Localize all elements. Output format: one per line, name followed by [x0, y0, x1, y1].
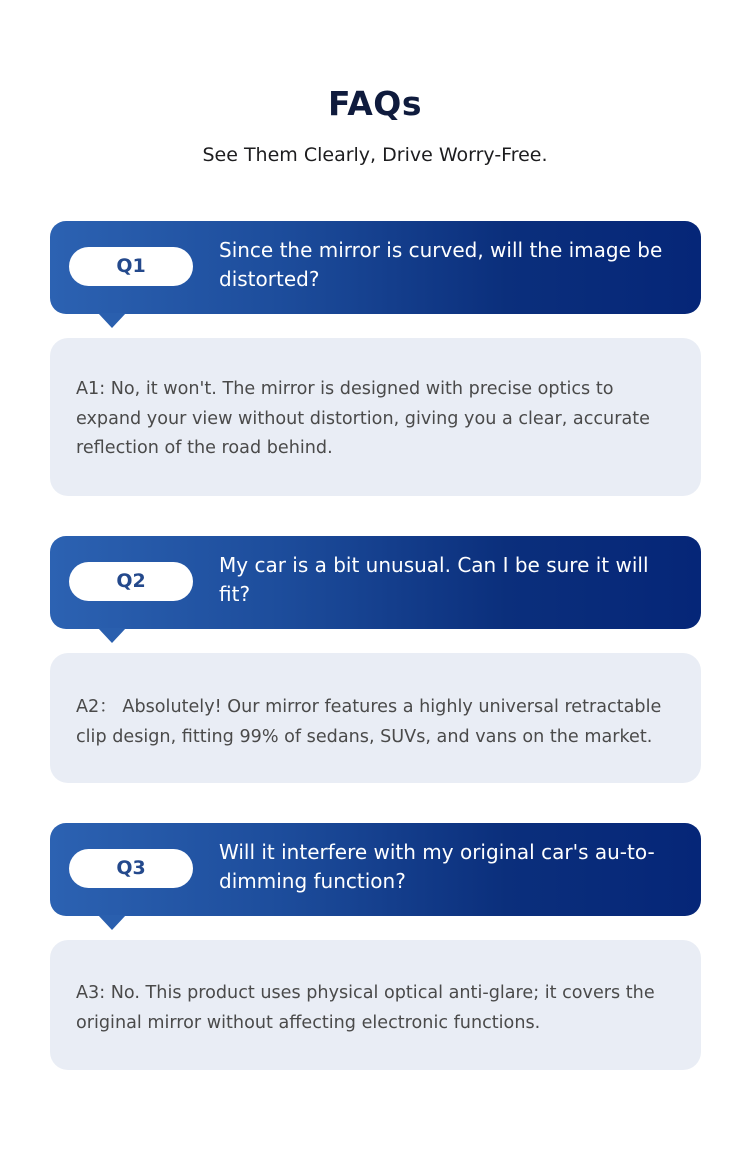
answer-text-1: A1: No, it won't. The mirror is designed with precise optics to expand your view without distortion, giving you a clear, accurate reflection of the road behind. — [76, 379, 650, 458]
faq-item-3 — [50, 823, 701, 1070]
answer-card-3 — [50, 940, 701, 1070]
page-title: FAQs — [328, 84, 422, 123]
question-text-2: My car is a bit unusual. Can I be sure it will fit? — [219, 553, 649, 606]
speech-pointer-2 — [98, 628, 126, 643]
answer-text-3: A3: No. This product uses physical optical anti-glare; it covers the original mirror without affecting electronic functions. — [76, 983, 655, 1033]
question-badge-2: Q2 — [69, 562, 193, 601]
question-card-1[interactable] — [50, 221, 701, 314]
question-badge-1: Q1 — [69, 247, 193, 286]
answer-card-1 — [50, 338, 701, 496]
answer-card-2 — [50, 653, 701, 783]
question-text-1: Since the mirror is curved, will the image be distorted? — [219, 238, 663, 291]
faq-item-2 — [50, 536, 701, 783]
page-subtitle: See Them Clearly, Drive Worry-Free. — [202, 144, 548, 166]
question-card-2[interactable] — [50, 536, 701, 629]
faq-item-1 — [50, 221, 701, 496]
question-text-3: Will it interfere with my original car's au-to-dimming function? — [219, 840, 655, 893]
question-card-3[interactable] — [50, 823, 701, 916]
speech-pointer-1 — [98, 313, 126, 328]
speech-pointer-3 — [98, 915, 126, 930]
answer-text-2: A2： Absolutely! Our mirror features a highly universal retractable clip design, fitting 99% of sedans, SUVs, and vans on the market. — [76, 697, 662, 747]
question-badge-3: Q3 — [69, 849, 193, 888]
